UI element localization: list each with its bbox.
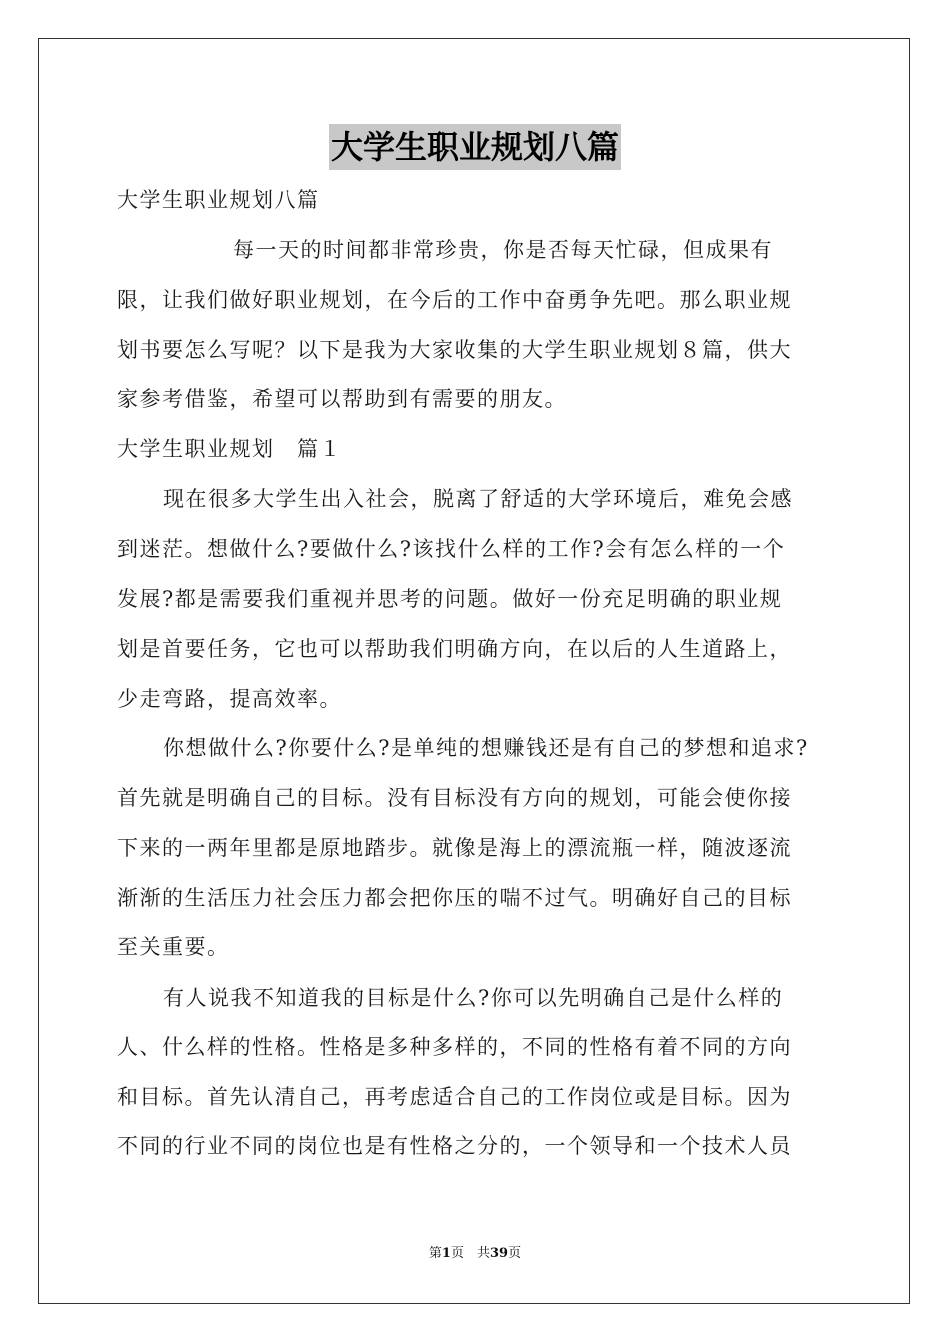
paragraph-line: 发展?都是需要我们重视并思考的问题。做好一份充足明确的职业规 <box>117 587 783 611</box>
paragraph-line: 到迷茫。想做什么?要做什么?该找什么样的工作?会有怎么样的一个 <box>117 537 786 561</box>
paragraph-line: 人、什么样的性格。性格是多种多样的，不同的性格有着不同的方向 <box>117 1035 792 1059</box>
paragraph-line: 和目标。首先认清自己，再考虑适合自己的工作岗位或是目标。因为 <box>117 1085 792 1109</box>
intro-line: 家参考借鉴，希望可以帮助到有需要的朋友。 <box>117 387 567 411</box>
paragraph-line: 你想做什么?你要什么?是单纯的想赚钱还是有自己的梦想和追求? <box>163 736 809 760</box>
document-subtitle: 大学生职业规划八篇 <box>117 188 320 212</box>
paragraph-line: 渐渐的生活压力社会压力都会把你压的喘不过气。明确好自己的目标 <box>117 886 792 910</box>
paragraph-line: 划是首要任务，它也可以帮助我们明确方向，在以后的人生道路上， <box>117 637 792 661</box>
footer-page-prefix: 第 <box>428 1246 442 1261</box>
paragraph-line: 下来的一两年里都是原地踏步。就像是海上的漂流瓶一样，随波逐流 <box>117 836 792 860</box>
page-border <box>38 38 910 1304</box>
footer-page-suffix: 页 共 <box>450 1246 490 1261</box>
section-heading: 大学生职业规划 篇１ <box>117 437 342 461</box>
title-container <box>0 124 950 170</box>
paragraph-line: 现在很多大学生出入社会，脱离了舒适的大学环境后，难免会感 <box>163 487 793 511</box>
paragraph-line: 少走弯路，提高效率。 <box>117 687 342 711</box>
footer-page-current: 1 <box>441 1246 451 1261</box>
footer-page-total: 39 <box>489 1246 509 1261</box>
intro-line: 每一天的时间都非常珍贵，你是否每天忙碌，但成果有 <box>233 238 773 262</box>
paragraph-line: 有人说我不知道我的目标是什么?你可以先明确自己是什么样的 <box>163 986 784 1010</box>
intro-line: 划书要怎么写呢？以下是我为大家收集的大学生职业规划８篇，供大 <box>117 338 792 362</box>
paragraph-line: 不同的行业不同的岗位也是有性格之分的，一个领导和一个技术人员 <box>117 1134 792 1158</box>
paragraph-line: 首先就是明确自己的目标。没有目标没有方向的规划，可能会使你接 <box>117 786 792 810</box>
footer-page-end: 页 <box>508 1246 522 1261</box>
page-footer <box>0 1245 950 1263</box>
paragraph-line: 至关重要。 <box>117 935 230 959</box>
document-title: 大学生职业规划八篇 <box>329 124 621 170</box>
intro-line: 限，让我们做好职业规划，在今后的工作中奋勇争先吧。那么职业规 <box>117 288 792 312</box>
